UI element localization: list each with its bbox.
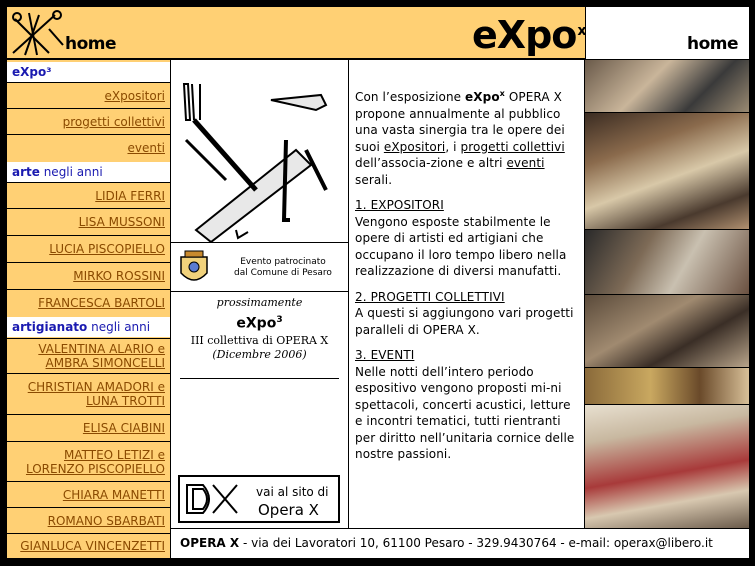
sidebar-section-artigianato <box>7 317 170 337</box>
operax-link-line2: Opera X <box>258 501 319 519</box>
intro-c: , i <box>445 139 461 154</box>
operax-logo-icon <box>183 481 241 517</box>
section-eventi <box>355 347 580 463</box>
intro-b: OPERA X propone annualmente al pubblico una vasta sinergia tra le opere dei suoi <box>355 90 565 154</box>
section-label: eXpo³ <box>12 65 52 79</box>
sidebar-item-eventi[interactable] <box>7 135 170 160</box>
sidebar-item-francesca-bartoli[interactable] <box>7 290 170 316</box>
exhibition-photo <box>585 230 749 294</box>
item-label-line2: LORENZO PISCOPIELLO <box>25 461 165 476</box>
operax-link-line1: vai al sito di <box>256 485 329 499</box>
item-label: progetti collettivi <box>62 114 165 129</box>
intro-sup: x <box>499 89 505 98</box>
item-label: LISA MUSSONI <box>78 215 165 229</box>
content-body <box>355 86 580 472</box>
patronage-panel <box>171 242 348 292</box>
item-label: CHIARA MANETTI <box>62 487 165 502</box>
upcoming-brand <box>171 310 348 334</box>
section-expositori <box>355 197 580 280</box>
photo-column <box>585 60 749 528</box>
sidebar-item-lucia-piscopiello[interactable] <box>7 236 170 262</box>
sidebar-item-lisa-mussoni[interactable] <box>7 209 170 235</box>
sidebar-item-progetti[interactable] <box>7 109 170 134</box>
brand-text: eXpo <box>472 13 577 57</box>
sidebar-item-gianluca-vincenzetti[interactable] <box>7 534 170 558</box>
sidebar-item-amadori-trotti[interactable] <box>7 374 170 414</box>
upcoming-brand-sup: 3 <box>276 315 283 325</box>
sidebar <box>7 60 170 558</box>
item-label: MIRKO ROSSINI <box>73 269 165 283</box>
section-progetti <box>355 289 580 339</box>
item-label: LUCIA PISCOPIELLO <box>49 242 165 256</box>
upcoming-label: prossimamente <box>216 296 303 309</box>
section-body: Nelle notti dell’intero periodo espositivo vengono proposti mi-ni spettacoli, concerti acustici, letture e incontri tematici, tutti rientranti per diritto nell’unitaria cornice delle nostre passioni. <box>355 364 575 461</box>
header-right-panel <box>586 7 749 59</box>
operax-site-link[interactable] <box>178 475 340 523</box>
pesaro-coat-of-arms-icon <box>177 249 211 287</box>
patronage-text <box>221 257 345 279</box>
exhibition-photo <box>585 368 749 404</box>
section-body: Vengono esposte stabilmente le opere di artisti ed artigiani che occupano il loro tempo libero nella realizzazione di diversi manufatti. <box>355 214 567 278</box>
sidebar-item-chiara-manetti[interactable] <box>7 482 170 507</box>
section-title: 2. PROGETTI COLLETTIVI <box>355 289 505 304</box>
intro-e: serali. <box>355 172 393 187</box>
sidebar-section-expo <box>7 62 170 82</box>
content-column <box>349 60 584 528</box>
section-title: 1. EXPOSITORI <box>355 198 444 212</box>
link-progetti[interactable]: progetti collettivi <box>460 139 565 154</box>
section-label-rest: negli anni <box>39 165 103 179</box>
operax-logo-icon[interactable] <box>9 9 65 57</box>
sidebar-item-letizi-piscopiello[interactable] <box>7 442 170 481</box>
section-body: A questi si aggiungono vari progetti paralleli di OPERA X. <box>355 306 574 337</box>
exhibition-photo <box>585 295 749 367</box>
sidebar-item-romano-sbarbati[interactable] <box>7 508 170 533</box>
brand-sup: x <box>577 23 586 39</box>
section-title: 3. EVENTI <box>355 348 415 362</box>
exhibition-photo <box>585 60 749 112</box>
item-label: FRANCESCA BARTOLI <box>38 296 165 310</box>
item-label-line2: LUNA TROTTI <box>86 394 165 408</box>
divider <box>180 378 339 379</box>
upcoming-brand-text: eXpo <box>236 315 277 332</box>
section-label: artigianato <box>12 320 88 334</box>
sidebar-section-arte <box>7 162 170 182</box>
footer-org: OPERA X <box>180 536 240 550</box>
sidebar-item-lidia-ferri[interactable] <box>7 183 170 208</box>
section-label-rest: negli anni <box>87 320 151 334</box>
patronage-line1: Evento patrocinato <box>240 257 326 267</box>
link-eventi[interactable]: eventi <box>506 156 545 170</box>
header-bar <box>7 7 585 59</box>
footer-address: - via dei Lavoratori 10, 61100 Pesaro - 329.9430764 - e-mail: operax@libero.it <box>239 536 713 550</box>
item-label-line1: MATTEO LETIZI e <box>63 447 165 462</box>
home-link-right[interactable]: home <box>686 34 738 54</box>
exhibition-photo <box>585 405 749 528</box>
expo-brand-title <box>472 13 585 57</box>
link-expositori[interactable]: eXpositori <box>383 139 446 154</box>
sidebar-item-mirko-rossini[interactable] <box>7 263 170 289</box>
intro-paragraph <box>355 86 580 188</box>
swiss-knife-illustration <box>176 80 341 242</box>
item-label: LIDIA FERRI <box>95 188 165 203</box>
item-label-line1: VALENTINA ALARIO e <box>38 342 165 356</box>
item-label: ROMANO SBARBATI <box>47 513 165 528</box>
illustration-column <box>171 60 348 528</box>
item-label: ELISA CIABINI <box>82 421 165 435</box>
sidebar-item-elisa-ciabini[interactable] <box>7 415 170 441</box>
sidebar-item-expositori[interactable] <box>7 83 170 108</box>
patronage-line2: dal Comune di Pesaro <box>234 268 332 278</box>
sidebar-item-alario-simoncelli[interactable] <box>7 339 170 373</box>
item-label: GIANLUCA VINCENZETTI <box>20 539 165 553</box>
home-link-left[interactable]: home <box>65 34 117 54</box>
item-label: eventi <box>127 140 165 155</box>
item-label: eXpositori <box>104 88 165 103</box>
intro-d: dell’associa-zione e altri <box>355 156 507 170</box>
upcoming-line1: III collettiva di OPERA X <box>190 333 329 347</box>
upcoming-line2: (Dicembre 2006) <box>212 347 307 361</box>
intro-a: Con l’esposizione <box>355 90 466 104</box>
footer <box>171 529 749 558</box>
item-label-line1: CHRISTIAN AMADORI e <box>27 380 165 394</box>
item-label-line2: AMBRA SIMONCELLI <box>45 356 165 370</box>
upcoming-event <box>171 296 348 362</box>
exhibition-photo <box>585 113 749 229</box>
intro-brand: eXpo <box>465 90 500 104</box>
section-label: arte <box>12 165 40 179</box>
